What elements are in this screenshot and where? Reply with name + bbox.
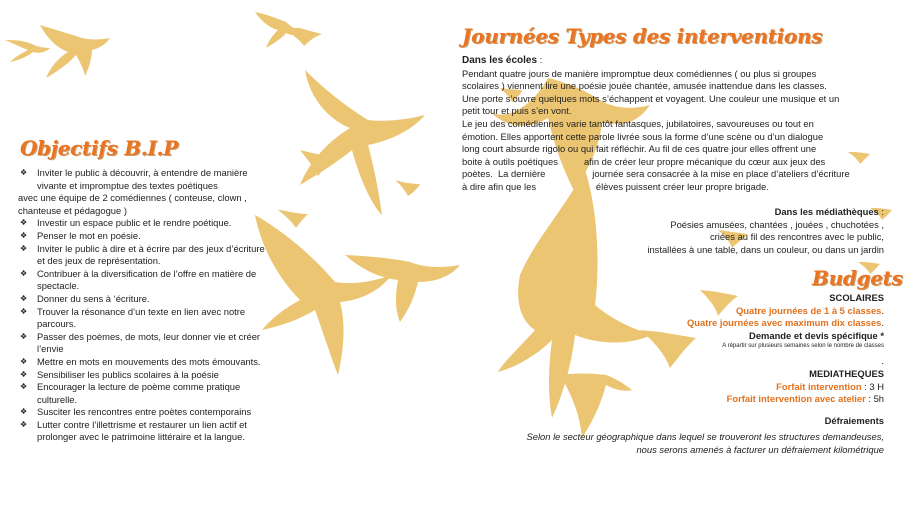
budget-line-text: Quatre journées de 1 à 5 classes (736, 304, 882, 316)
budget-line-text: Quatre journées avec maximum dix classes (687, 317, 882, 329)
defraiements-heading: Défraiements (824, 414, 884, 426)
item-line: vivante et impromptue des textes poétiques (37, 179, 218, 191)
libraries-heading-colon: : (878, 206, 884, 217)
libraries-heading-line (600, 206, 884, 219)
item-line: Contribuer à la diversification de l’offre en matière de (37, 267, 257, 279)
list-item (18, 331, 308, 356)
item-line: prolonger avec le patrimoine littéraire et la langue. (37, 431, 245, 443)
bird-icon (5, 40, 50, 62)
item-line: Investir un espace public et le rendre poétique. (37, 217, 232, 229)
diamond-bullet-icon: ❖ (20, 306, 28, 316)
list-item (18, 243, 308, 268)
libraries-line: criées au fil des rencontres avec le public, (709, 231, 884, 243)
schools-line: long court absurde rigolo ou qui fait réfléchir. Au fil de ces quatre jour elles offrent une (462, 143, 817, 155)
diamond-bullet-icon: ❖ (20, 268, 28, 278)
diamond-bullet-icon: ❖ (20, 168, 28, 177)
budget-line (480, 317, 884, 330)
schools-heading-colon: : (537, 54, 543, 65)
item-line: chanteuse et pédagogue ) (18, 204, 127, 216)
list-item (18, 306, 308, 331)
list-item (18, 369, 308, 382)
item-line: culturelle. (37, 393, 78, 405)
diamond-bullet-icon: ❖ (20, 356, 28, 366)
objectives-title: Objectifs B.I.P (20, 136, 178, 160)
diamond-bullet-icon: ❖ (20, 419, 28, 429)
defraiements-line: nous serons amenés à facturer un défraiement kilométrique (636, 443, 884, 455)
schools-line: scolaires ) viennent lire une poésie jouée chantée, amusée inattendue dans les classes. (462, 80, 827, 92)
libraries-line: Poésies amusées, chantées , jouées , chuchotées , (670, 218, 884, 230)
list-item (18, 230, 308, 243)
budget-line (480, 305, 884, 318)
diamond-bullet-icon: ❖ (20, 382, 28, 392)
budget-dot: . (881, 355, 884, 367)
schools-section (462, 54, 894, 194)
diamond-bullet-icon: ❖ (20, 243, 28, 253)
schools-line: émotion. Elles apportent cette parole livrée sous la forme d’une scène ou d’un dialogue (462, 130, 824, 142)
bird-icon (300, 70, 425, 215)
item-line: spectacle. (37, 280, 80, 292)
schools-line: poètes. La dernière journée sera consacrée à la mise en place d’ateliers d’écriture (462, 168, 850, 180)
item-line: Trouver la résonance d’un texte en lien avec notre (37, 305, 246, 317)
schools-line: Une porte s’ouvre quelques mots s’échappent et voyagent. Une couleur une musique et un (462, 92, 840, 104)
interventions-title: Journées Types des interventions (462, 24, 823, 48)
item-line: Donner du sens à ‘écriture. (37, 292, 150, 304)
atelier-line (480, 393, 884, 406)
diamond-bullet-icon: ❖ (20, 331, 28, 341)
list-item (18, 356, 308, 369)
libraries-line: installées à une table, dans un couleur, ou dans un jardin (647, 243, 884, 255)
schools-heading-line (462, 54, 894, 68)
schools-line: boite à outils poétiques afin de créer leur propre mécanique du cœur aux jeux des (462, 155, 826, 167)
bird-icon (40, 25, 110, 78)
budget-line-period: . (881, 304, 884, 316)
item-line: et des jeux de représentation. (37, 255, 161, 267)
diamond-bullet-icon: ❖ (20, 407, 28, 417)
item-line: Sensibiliser les publics scolaires à la poésie (37, 368, 219, 380)
budget-line-period: . (881, 317, 884, 329)
list-item (18, 419, 308, 444)
schools-line: Le jeu des comédiennes varie tantôt fantasques, jubilatoires, savoureuses ou tout en (462, 117, 814, 129)
item-line: Penser le mot en poésie. (37, 229, 141, 241)
list-item (18, 406, 308, 419)
list-item (18, 217, 308, 230)
list-item (18, 192, 308, 217)
schools-line: Pendant quatre jours de manière impromptue deux comédiennes ( ou plus si groupes (462, 67, 817, 79)
item-line: Inviter le public à découvrir, à entendre de manière (37, 167, 248, 178)
libraries-heading: Dans les médiathèques (774, 206, 879, 217)
item-line: parcours. (37, 318, 77, 330)
budgets-title: Budgets (812, 266, 903, 290)
diamond-bullet-icon: ❖ (20, 293, 28, 303)
list-item (18, 167, 308, 192)
bird-icon (395, 180, 420, 196)
list-item (18, 268, 308, 293)
diamond-bullet-icon: ❖ (20, 230, 28, 240)
item-line: Susciter les rencontres entre poètes contemporains (37, 406, 252, 418)
scolaires-heading: SCOLAIRES (829, 292, 884, 303)
demande-line: Demande et devis spécifique * (749, 329, 884, 341)
schools-line: à dire afin que les élèves puissent créer leur propre brigade. (462, 180, 769, 192)
atelier-value: : 5h (865, 393, 884, 405)
bird-icon (282, 28, 322, 46)
forfait-label: Forfait intervention (776, 380, 862, 392)
item-line: Inviter le public à dire et à écrire par des jeux d’écriture (37, 242, 265, 254)
item-line: Encourager la lecture de poème comme pratique (37, 381, 241, 393)
budgets-section (480, 292, 884, 457)
item-line: l’envie (37, 343, 64, 355)
item-line: Mettre en mots en mouvements des mots émouvants. (37, 355, 261, 367)
budget-note: A répartir sur plusieurs semaines selon le nombre de classes (722, 343, 884, 350)
atelier-label: Forfait intervention avec atelier (726, 393, 866, 405)
diamond-bullet-icon: ❖ (20, 369, 28, 379)
forfait-line (480, 381, 884, 394)
item-line: Passer des poèmes, de mots, leur donner vie et créer (37, 330, 261, 342)
defraiements-line: Selon le secteur géographique dans lequel se trouveront les structures demandeuses, (526, 431, 884, 443)
diamond-bullet-icon: ❖ (20, 218, 28, 228)
item-line: avec une équipe de 2 comédiennes ( conteuse, clown , (18, 192, 247, 204)
mediatheques-heading: MEDIATHEQUES (809, 367, 884, 379)
forfait-value: : 3 H (861, 380, 884, 392)
schools-line: petit tour et puis s’en vont. (462, 105, 572, 117)
list-item (18, 293, 308, 306)
schools-heading: Dans les écoles (462, 55, 538, 66)
libraries-section (600, 206, 884, 256)
objectives-list (18, 167, 308, 444)
item-line: Lutter contre l’illettrisme et restaurer un lien actif et (37, 418, 247, 430)
list-item (18, 381, 308, 406)
